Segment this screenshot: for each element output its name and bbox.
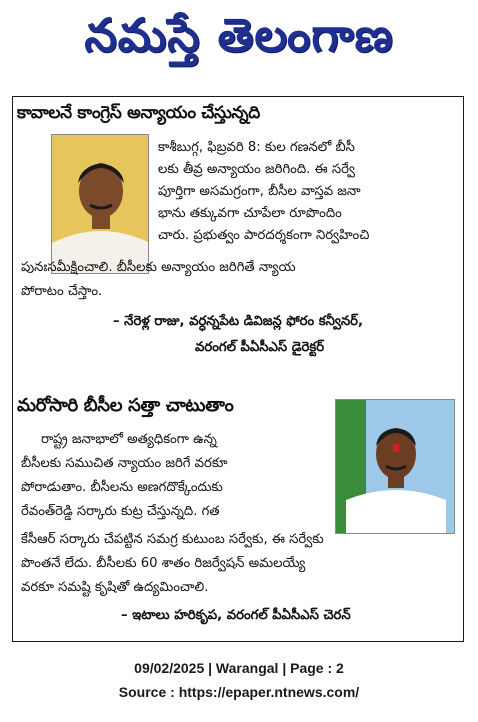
article1-headline: కావాలనే కాంగ్రెస్ అన్యాయం చేస్తున్నది (17, 103, 260, 123)
person-photo-icon (336, 400, 455, 534)
article2-line-5: కేసీఆర్ సర్కారు చేపట్టిన సమగ్ర కుటుంబ సర్వేకు, ఈ సర్వేకు (21, 532, 324, 547)
person-photo-icon (52, 135, 149, 274)
dateline: 09/02/2025 | Warangal | Page : 2 (134, 660, 344, 676)
article1-line-1: కాశీబుగ్గ, ఫిబ్రవరి 8: కుల గణనలో బీసీ (158, 140, 355, 155)
article1-line-2: లకు తీవ్ర అన్యాయం జరిగింది. ఈ సర్వే (158, 162, 355, 177)
article2-line-6: పొంతనే లేదు. బీసీలకు 60 శాతం రిజర్వేషన్ అమలయ్యే (21, 556, 306, 571)
article1-line-4: భాను తక్కువగా చూపేలా రూపొందిం (158, 206, 342, 221)
article2-line-3: పోరాడుతాం. బీసీలను అణగదొక్కేందుకు (21, 480, 223, 495)
article2-line-4: రేవంత్‌రెడ్డి సర్కారు కుట్ర చేస్తున్నది. గత (21, 504, 220, 519)
article2-line-1: రాష్ట్ర జనాభాలో అత్యధికంగా ఉన్న (41, 432, 217, 447)
article1-byline-2: వరంగల్ పీఏసీఎస్ డైరెక్టర్ (195, 340, 325, 355)
article1-line-6: పునఃసమీక్షించాలి. బీసీలకు అన్యాయం జరిగితే న్యాయ (21, 260, 296, 275)
masthead-title: నమస్తే తెలంగాణ (84, 8, 394, 62)
article2-photo (335, 399, 455, 534)
article2-line-7: వరకూ సమష్టి కృషితో ఉద్యమించాలి. (21, 580, 209, 595)
article1-line-5: చారు. ప్రభుత్వం పారదర్శకంగా నిర్వహించి (158, 228, 370, 243)
article2-headline: మరోసారి బీసీల సత్తా చాటుతాం (17, 395, 234, 416)
article1-byline-1: – నేరెళ్ల రాజు, వర్ధన్నపేట డివిజన్ల ఫోరం కన్వీనర్, (113, 314, 364, 329)
source-link[interactable]: Source : https://epaper.ntnews.com/ (118, 684, 360, 700)
article2-byline: – ఇటాలు హరికృప, వరంగల్ పీఏసీఎస్ చెరన్ (121, 608, 351, 623)
news-clipping (12, 96, 464, 642)
article1-line-7: పోరాటం చేస్తాం. (21, 284, 103, 299)
article2-line-2: బీసీలకు సముచిత న్యాయం జరిగే వరకూ (21, 456, 228, 471)
article1-line-3: పూర్తిగా అసమగ్రంగా, బీసీల వాస్తవ జనా (158, 184, 361, 199)
masthead (0, 0, 478, 82)
article1-photo (51, 134, 149, 274)
